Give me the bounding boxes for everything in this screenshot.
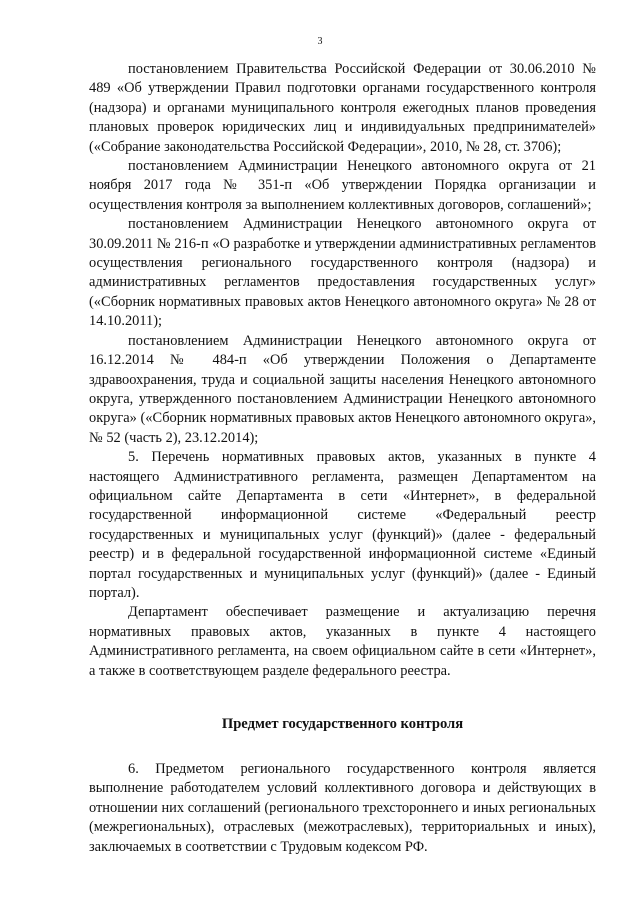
paragraph-department-duties: Департамент обеспечивает размещение и актуализацию перечня нормативных правовых актов, указанных в пункте 4 настоящего Административного регламента, на своем официальном сайте в сети «Интернет», а также в соответствующем разделе федерального реестра.: [89, 604, 596, 679]
paragraph-item-5: 5. Перечень нормативных правовых актов, указанных в пункте 4 настоящего Административного регламента, размещен Департаментом на официальном сайте Департамента в сети «Интернет», в федеральной государственной информационной системе «Федеральный реестр государственных и муниципальных услуг (функций)» (далее - федеральный реестр) и в федеральной государственной информационной системе «Единый портал государственных и муниципальных услуг (функций)» (далее - Единый портал).: [89, 449, 596, 601]
paragraph-decree-216p: постановлением Администрации Ненецкого автономного округа от 30.09.2011 № 216-п «О разработке и утверждении административных регламентов осуществления регионального государственного контроля (надзора) и административных регламентов предоставления государственных услуг» («Сборник нормативных правовых актов Ненецкого автономного округа» № 28 от 14.10.2011);: [89, 216, 596, 330]
section-heading: Предмет государственного контроля: [221, 716, 464, 732]
paragraph-decree-351p: постановлением Администрации Ненецкого автономного округа от 21 ноября 2017 года № 351-п «Об утверждении Порядка организации и осуществления контроля за выполнением коллективных договоров, соглашений»;: [89, 158, 596, 213]
document-body: [89, 60, 596, 857]
page-number: 3: [317, 36, 323, 47]
paragraph-item-6: 6. Предметом регионального государственного контроля является выполнение работодателем условий коллективного договора и действующих в отношении них соглашений (регионального трехстороннего и иных региональных (межрегиональных), отраслевых (межотраслевых), территориальных и иных), заключаемых в соответствии с Трудовым кодексом РФ.: [89, 761, 596, 855]
paragraph-decree-484p: постановлением Администрации Ненецкого автономного округа от 16.12.2014 № 484-п «Об утверждении Положения о Департаменте здравоохранения, труда и социальной защиты населения Ненецкого автономного округа, утвержденного постановлением Администрации Ненецкого автономного округа» («Сборник нормативных правовых актов Ненецкого автономного округа», № 52 (часть 2), 23.12.2014);: [89, 332, 597, 446]
paragraph-decree-489: постановлением Правительства Российской Федерации от 30.06.2010 № 489 «Об утверждении Правил подготовки органами государственного контроля (надзора) и органами муниципального контроля ежегодных планов проведения плановых проверок юридических лиц и индивидуальных предпринимателей» («Собрание законодательства Российской Федерации», 2010, № 28, ст. 3706);: [89, 61, 596, 155]
